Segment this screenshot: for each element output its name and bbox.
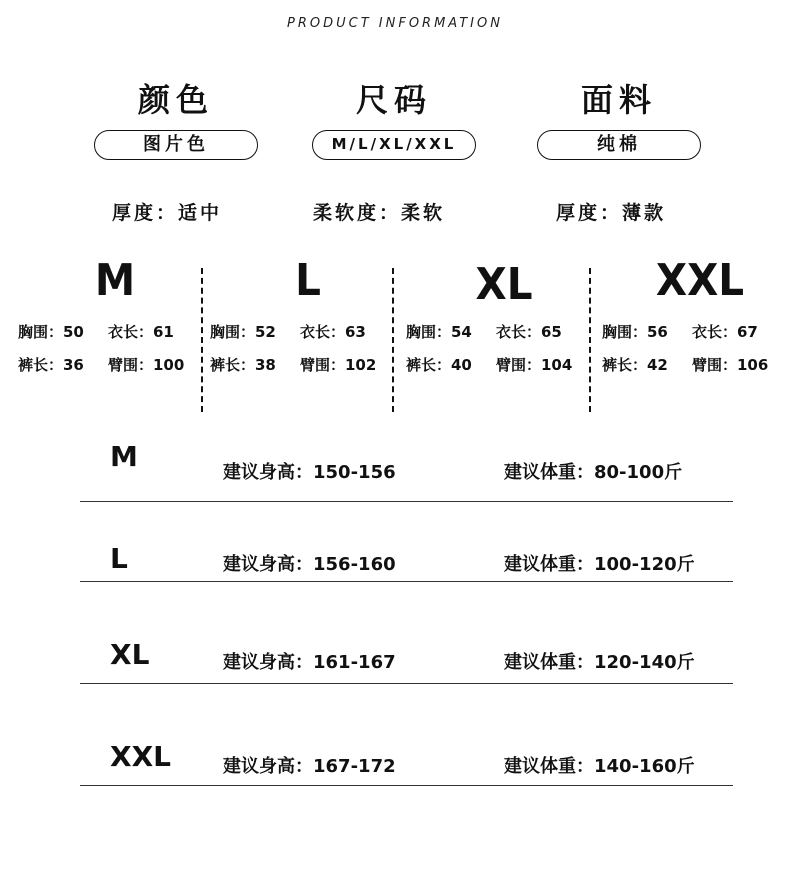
rec-weight: 建议体重：120-140斤	[504, 652, 695, 673]
attr-title: 颜色	[137, 81, 214, 119]
attr-value-pill: 纯棉	[537, 130, 701, 160]
property-softness: 柔软度：柔软	[313, 202, 446, 224]
rec-height: 建议身高：161-167	[223, 652, 396, 673]
size-letter: M	[94, 255, 136, 306]
length-value: 衣长：65	[496, 323, 562, 341]
arm-value: 臂围：102	[300, 356, 377, 374]
rec-weight: 建议体重：100-120斤	[504, 554, 695, 575]
attr-fabric	[519, 78, 719, 160]
arm-value: 臂围：100	[108, 356, 185, 374]
rec-weight: 建议体重：80-100斤	[504, 462, 683, 483]
rec-height: 建议身高：167-172	[223, 756, 396, 777]
column-divider	[589, 268, 591, 412]
attr-color	[76, 78, 276, 160]
recommendation-row	[80, 512, 733, 582]
rec-size: M	[110, 440, 138, 473]
column-divider	[392, 268, 394, 412]
rec-size: L	[110, 542, 128, 575]
attr-size	[294, 78, 494, 160]
property-thickness-2: 厚度：薄款	[556, 202, 667, 224]
rec-size: XXL	[110, 740, 172, 773]
size-letter: XXL	[655, 255, 745, 306]
length-value: 衣长：63	[300, 323, 366, 341]
chest-value: 胸围：56	[602, 323, 668, 341]
size-letter: XL	[475, 259, 533, 310]
rec-height: 建议身高：150-156	[223, 462, 396, 483]
size-column-m	[18, 252, 214, 382]
size-letter: L	[295, 255, 321, 306]
length-value: 衣长：61	[108, 323, 174, 341]
size-column-l	[210, 252, 406, 382]
recommendation-row	[80, 432, 733, 502]
recommendation-row	[80, 716, 733, 786]
attr-value-pill: M/L/XL/XXL	[312, 130, 476, 160]
chest-value: 胸围：52	[210, 323, 276, 341]
chest-value: 胸围：50	[18, 323, 84, 341]
rec-height: 建议身高：156-160	[223, 554, 396, 575]
chest-value: 胸围：54	[406, 323, 472, 341]
rec-size: XL	[110, 638, 150, 671]
arm-value: 臂围：106	[692, 356, 769, 374]
pants-value: 裤长：42	[602, 356, 668, 374]
attr-value-pill: 图片色	[94, 130, 258, 160]
section-header: PRODUCT INFORMATION	[287, 16, 503, 31]
column-divider	[201, 268, 203, 412]
pants-value: 裤长：36	[18, 356, 84, 374]
pants-value: 裤长：40	[406, 356, 472, 374]
rec-weight: 建议体重：140-160斤	[504, 756, 695, 777]
recommendation-row	[80, 614, 733, 684]
size-column-xl	[406, 252, 602, 382]
property-thickness: 厚度：适中	[112, 202, 223, 224]
attr-title: 面料	[580, 81, 657, 119]
size-column-xxl	[602, 252, 790, 382]
attr-title: 尺码	[355, 81, 432, 119]
arm-value: 臂围：104	[496, 356, 573, 374]
pants-value: 裤长：38	[210, 356, 276, 374]
length-value: 衣长：67	[692, 323, 758, 341]
